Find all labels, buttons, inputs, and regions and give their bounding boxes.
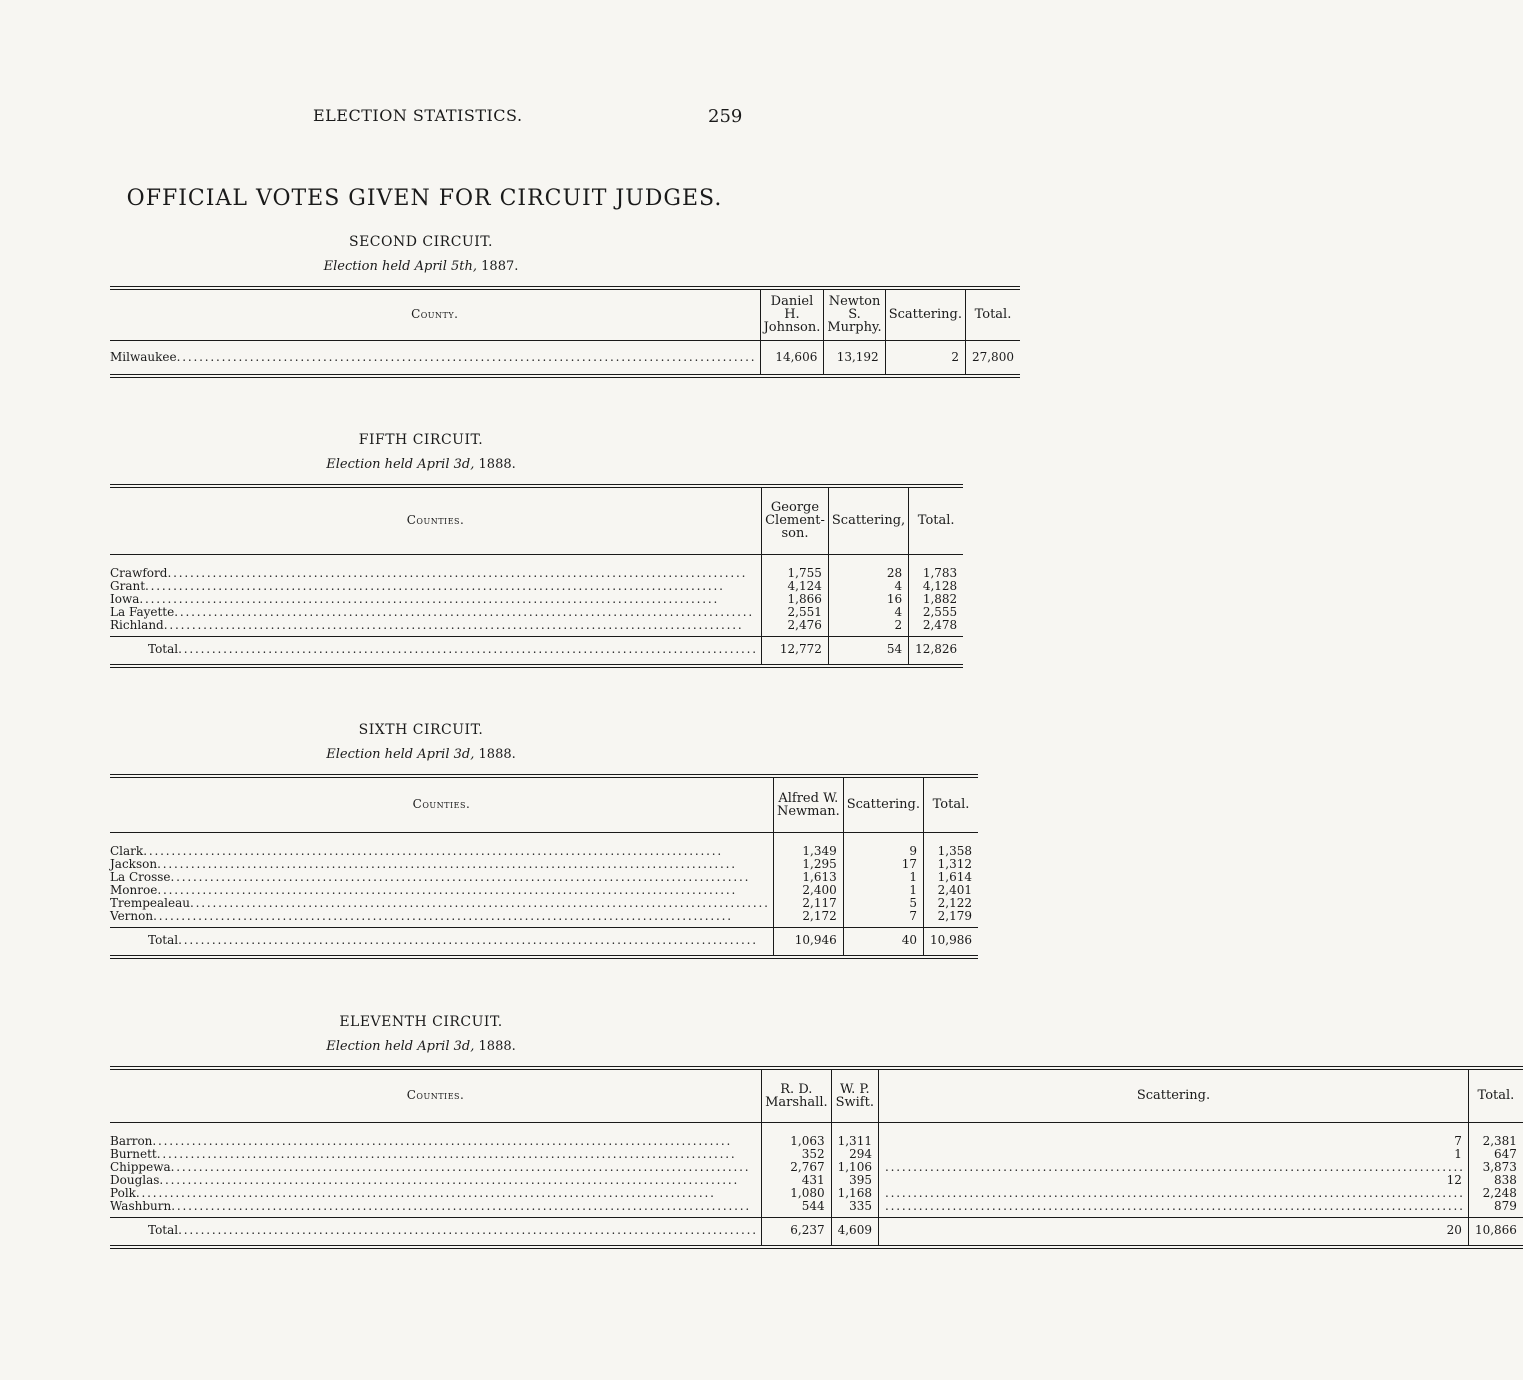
vote-cell: 294 [831,1148,878,1161]
county-name: Chippewa [110,1159,171,1174]
total-vote-cell: 4,609 [831,1217,878,1247]
vote-cell: 431 [762,1174,832,1187]
county-name: Crawford [110,565,168,580]
total-cell: 2,478 [909,619,964,637]
total-vote-cell: 12,772 [762,636,829,666]
column-header-candidate: George Clement-son. [762,486,829,554]
sixth-circuit-section [110,722,973,959]
scattering-cell: 2 [885,340,965,376]
vote-cell: 4,124 [762,580,829,593]
column-header-candidate: R. D. Marshall. [762,1068,832,1122]
vote-cell: 1,349 [773,832,843,858]
total-cell: 1,882 [909,593,964,606]
total-row [110,636,963,666]
total-vote-cell: 6,237 [762,1217,832,1247]
election-year: 1887. [481,259,519,274]
page-title: OFFICIAL VOTES GIVEN FOR CIRCUIT JUDGES. [126,186,723,211]
total-label-cell [110,636,762,666]
vote-cell: 1,613 [773,871,843,884]
vote-cell: 1,106 [831,1161,878,1174]
total-cell: 27,800 [965,340,1020,376]
scattering-cell: 2 [828,619,908,637]
column-header-total: Total. [965,288,1020,340]
county-cell [110,1174,762,1187]
table-row [110,1122,1523,1148]
table-row [110,897,978,910]
election-date: 3d, [453,747,475,762]
total-label: Total [148,932,179,947]
vote-cell: 1,311 [831,1122,878,1148]
vote-cell: 395 [831,1174,878,1187]
total-row [110,927,978,957]
vote-cell: 1,080 [762,1187,832,1200]
scattering-cell: 7 [878,1122,1468,1148]
column-header-total: Total. [909,486,964,554]
total-cell: 3,873 [1468,1161,1523,1174]
table-row [110,1161,1523,1174]
table-row [110,593,963,606]
grand-total-cell: 10,866 [1468,1217,1523,1247]
election-prefix: Election held April [326,1039,450,1054]
column-header-county: County. [110,288,760,340]
total-label-cell [110,927,773,957]
column-header-scattering: Scattering, [828,486,908,554]
votes-table [110,286,1020,378]
election-held [100,747,742,762]
total-cell: 2,179 [924,910,979,928]
total-cell: 838 [1468,1174,1523,1187]
scattering-cell: 17 [843,858,923,871]
election-held [100,1039,742,1054]
county-cell [110,871,773,884]
vote-cell: 14,606 [760,340,824,376]
county-cell [110,340,760,376]
table-row [110,858,978,871]
total-cell: 2,401 [924,884,979,897]
election-year: 1888. [478,457,516,472]
table-row [110,554,963,580]
table-row [110,606,963,619]
column-header-total: Total. [1468,1068,1523,1122]
total-scattering-cell: 20 [878,1217,1468,1247]
county-name: Clark [110,843,144,858]
total-cell: 2,555 [909,606,964,619]
column-header-candidate: Daniel H. Johnson. [760,288,824,340]
vote-cell: 2,476 [762,619,829,637]
county-name: Iowa [110,591,140,606]
total-cell: 1,358 [924,832,979,858]
election-date: 5th, [451,259,478,274]
vote-cell: 13,192 [824,340,885,376]
grand-total-cell: 12,826 [909,636,964,666]
scattering-cell [878,1200,1468,1218]
vote-cell: 544 [762,1200,832,1218]
scattering-cell: 9 [843,832,923,858]
election-prefix: Election held April [326,747,450,762]
column-header-candidate: Newton S. Murphy. [824,288,885,340]
circuit-title: SIXTH CIRCUIT. [358,722,484,738]
county-name: Milwaukee [110,349,177,364]
scattering-cell [878,1161,1468,1174]
column-header-candidate: W. P. Swift. [831,1068,878,1122]
scattering-cell: 7 [843,910,923,928]
county-name: Grant [110,578,146,593]
table-row [110,1187,1523,1200]
scattering-cell: 1 [878,1148,1468,1161]
county-cell [110,593,762,606]
running-title: ELECTION STATISTICS. [313,106,523,125]
election-date: 3d, [453,457,475,472]
total-cell: 1,783 [909,554,964,580]
total-label-cell [110,1217,762,1247]
county-cell [110,1200,762,1218]
table-row [110,1174,1523,1187]
column-header-scattering: Scattering. [843,776,923,832]
election-year: 1888. [478,1039,516,1054]
county-cell [110,832,773,858]
scattering-cell: 28 [828,554,908,580]
county-cell [110,884,773,897]
second-circuit-section [110,234,1014,378]
total-scattering-cell: 40 [843,927,923,957]
election-prefix: Election held April [326,457,450,472]
page-number: 259 [708,106,743,127]
table-row [110,580,963,593]
vote-cell: 1,168 [831,1187,878,1200]
column-header-counties: Counties. [110,776,773,832]
column-header-counties: Counties. [110,1068,762,1122]
county-name: Polk [110,1185,136,1200]
scattering-cell [878,1187,1468,1200]
county-name: Trempealeau [110,895,190,910]
total-cell: 4,128 [909,580,964,593]
vote-cell: 2,172 [773,910,843,928]
grand-total-cell: 10,986 [924,927,979,957]
total-label: Total [148,1222,179,1237]
county-cell [110,910,773,928]
table-row [110,340,1020,376]
county-cell [110,1148,762,1161]
fifth-circuit-section [110,432,958,668]
county-cell [110,858,773,871]
column-header-candidate: Alfred W. Newman. [773,776,843,832]
total-cell: 1,614 [924,871,979,884]
vote-cell: 335 [831,1200,878,1218]
vote-cell: 1,866 [762,593,829,606]
total-cell: 647 [1468,1148,1523,1161]
running-head [0,106,869,130]
county-name: Barron [110,1133,153,1148]
scattering-cell: 16 [828,593,908,606]
vote-cell: 1,063 [762,1122,832,1148]
election-prefix: Election held April [323,259,447,274]
scattering-cell: 12 [878,1174,1468,1187]
scattering-cell: 1 [843,884,923,897]
vote-cell: 1,295 [773,858,843,871]
table-row [110,1148,1523,1161]
table-row [110,871,978,884]
vote-cell: 2,117 [773,897,843,910]
vote-cell: 2,551 [762,606,829,619]
county-name: Monroe [110,882,158,897]
vote-cell: 1,755 [762,554,829,580]
column-header-scattering: Scattering. [885,288,965,340]
county-cell [110,619,762,637]
table-row [110,910,978,928]
total-cell: 2,122 [924,897,979,910]
county-name: Washburn [110,1198,172,1213]
total-cell: 2,381 [1468,1122,1523,1148]
votes-table [110,484,963,668]
county-cell [110,1187,762,1200]
total-label: Total [148,641,179,656]
scattering-cell: 4 [828,606,908,619]
county-cell [110,554,762,580]
votes-table [110,1066,1523,1249]
county-cell [110,897,773,910]
county-cell [110,606,762,619]
election-year: 1888. [478,747,516,762]
county-name: Douglas [110,1172,160,1187]
table-row [110,1200,1523,1218]
column-header-total: Total. [924,776,979,832]
vote-cell: 2,400 [773,884,843,897]
county-cell [110,1122,762,1148]
election-held [100,457,742,472]
election-date: 3d, [453,1039,475,1054]
column-header-counties: Counties. [110,486,762,554]
county-name: Richland [110,617,164,632]
total-vote-cell: 10,946 [773,927,843,957]
county-name: Vernon [110,908,154,923]
eleventh-circuit-section [110,1014,1517,1249]
circuit-title: SECOND CIRCUIT. [349,234,493,250]
election-held [100,259,742,274]
total-row [110,1217,1523,1247]
column-header-scattering: Scattering. [878,1068,1468,1122]
county-name: La Fayette [110,604,175,619]
scattering-cell: 1 [843,871,923,884]
circuit-title: ELEVENTH CIRCUIT. [339,1014,503,1030]
total-cell: 1,312 [924,858,979,871]
county-name: Burnett [110,1146,157,1161]
total-cell: 879 [1468,1200,1523,1218]
total-cell: 2,248 [1468,1187,1523,1200]
vote-cell: 2,767 [762,1161,832,1174]
votes-table [110,774,978,959]
table-row [110,884,978,897]
table-row [110,619,963,637]
table-row [110,832,978,858]
total-scattering-cell: 54 [828,636,908,666]
county-name: Jackson [110,856,158,871]
scattering-cell: 5 [843,897,923,910]
circuit-title: FIFTH CIRCUIT. [358,432,484,448]
county-cell [110,580,762,593]
county-cell [110,1161,762,1174]
vote-cell: 352 [762,1148,832,1161]
county-name: La Crosse [110,869,171,884]
scattering-cell: 4 [828,580,908,593]
